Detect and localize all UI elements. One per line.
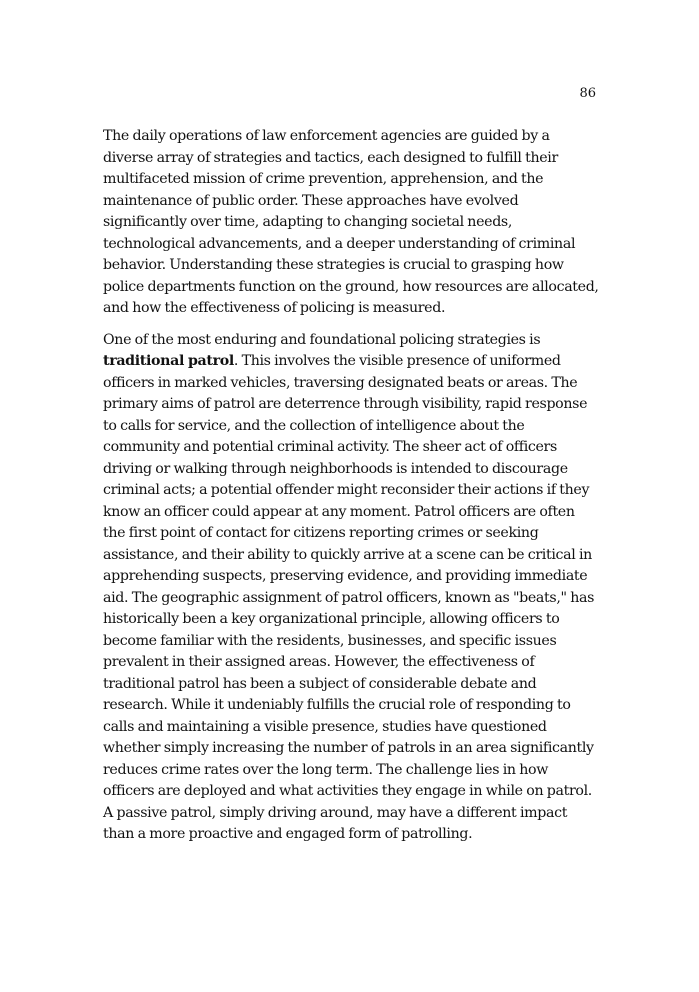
paragraph-lead-in: One of the most enduring and foundational policing strategies is [103, 331, 541, 348]
paragraph-intro: The daily operations of law enforcement agencies are guided by a diverse array of strategies and tactics, each designed to fulfill their multifaceted mission of crime prevention, apprehension, and the maintenance of public order. These approaches have evolved significantly over time, adapting to changing societal needs, technological advancements, and a deeper understanding of criminal behavior. Understanding these strategies is crucial to grasping how police departments function on the ground, how resources are allocated, and how the effectiveness of policing is measured. [103, 128, 599, 316]
body-text [103, 126, 600, 846]
key-term-traditional-patrol: traditional patrol [103, 353, 234, 369]
page-number: 86 [579, 86, 596, 101]
paragraph-body: . This involves the visible presence of uniformed officers in marked vehicles, traversing designated beats or areas. The primary aims of patrol are deterrence through visibility, rapid response to calls for service, and the collection of intelligence about the community and potential criminal activity. The sheer act of officers driving or walking through neighborhoods is intended to discourage criminal acts; a potential offender might reconsider their actions if they know an officer could appear at any moment. Patrol officers are often the first point of contact for citizens reporting crimes or seeking assistance, and their ability to quickly arrive at a scene can be critical in apprehending suspects, preserving evidence, and providing immediate aid. The geographic assignment of patrol officers, known as "beats," has historically been a key organizational principle, allowing officers to become familiar with the residents, businesses, and specific issues prevalent in their assigned areas. However, the effectiveness of traditional patrol has been a subject of considerable debate and research. While it undeniably fulfills the crucial role of responding to calls and maintaining a visible presence, studies have questioned whether simply increasing the number of patrols in an area significantly reduces crime rates over the long term. The challenge lies in how officers are deployed and what activities they engage in while on patrol. A passive patrol, simply driving around, may have a different impact than a more proactive and engaged form of patrolling. [103, 353, 595, 842]
paragraph-traditional-patrol [103, 330, 600, 846]
